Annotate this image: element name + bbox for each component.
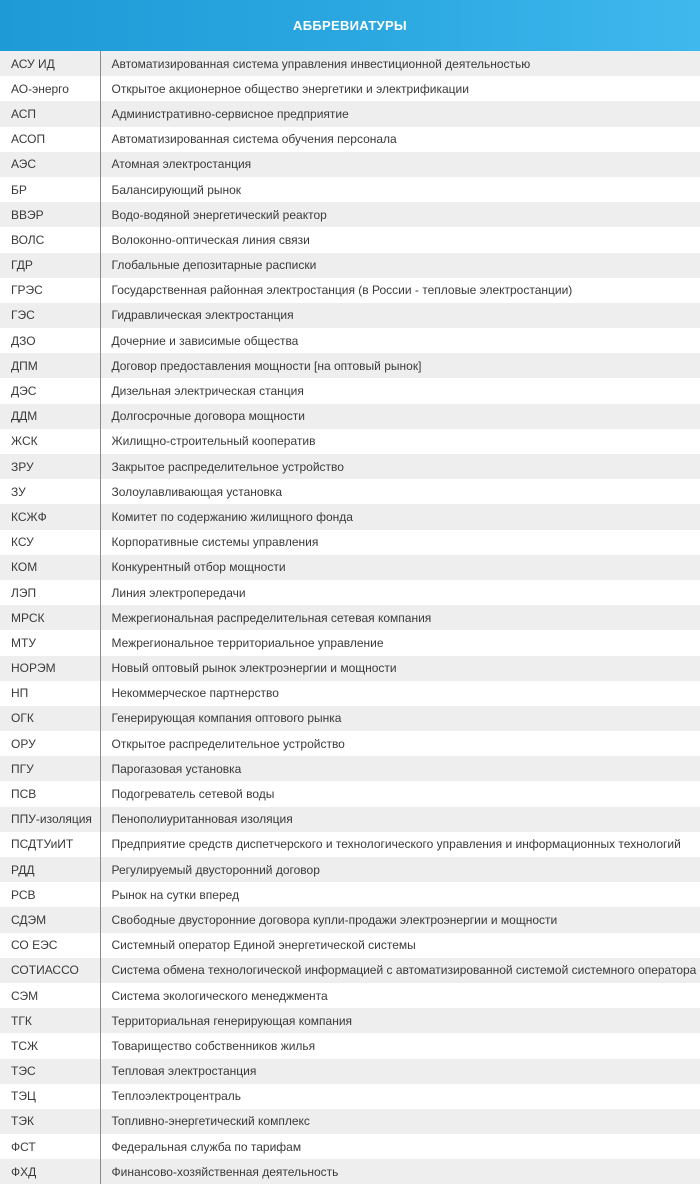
abbreviation-cell: ТГК xyxy=(0,1008,100,1033)
table-body xyxy=(0,51,700,1184)
abbreviation-cell: КСЖФ xyxy=(0,504,100,529)
definition-cell: Атомная электростанция xyxy=(100,152,700,177)
abbreviation-cell: РСВ xyxy=(0,882,100,907)
abbreviation-cell: ДЭС xyxy=(0,378,100,403)
abbreviation-cell: ДЗО xyxy=(0,328,100,353)
abbreviation-cell: ЖСК xyxy=(0,429,100,454)
abbreviation-cell: СДЭМ xyxy=(0,907,100,932)
definition-cell: Долгосрочные договора мощности xyxy=(100,404,700,429)
abbreviation-cell: ВВЭР xyxy=(0,202,100,227)
definition-cell: Система экологического менеджмента xyxy=(100,983,700,1008)
table-row xyxy=(0,1134,700,1159)
abbreviation-cell: ДПМ xyxy=(0,353,100,378)
definition-cell: Линия электропередачи xyxy=(100,580,700,605)
abbreviation-cell: ТЭК xyxy=(0,1109,100,1134)
definition-cell: Глобальные депозитарные расписки xyxy=(100,253,700,278)
definition-cell: Подогреватель сетевой воды xyxy=(100,781,700,806)
table-row xyxy=(0,555,700,580)
table-row xyxy=(0,101,700,126)
abbreviation-cell: ФСТ xyxy=(0,1134,100,1159)
table-row xyxy=(0,756,700,781)
definition-cell: Жилищно-строительный кооператив xyxy=(100,429,700,454)
table-row xyxy=(0,479,700,504)
table-header xyxy=(0,0,700,51)
definition-cell: Системный оператор Единой энергетической системы xyxy=(100,933,700,958)
abbreviation-cell: ТЭС xyxy=(0,1059,100,1084)
definition-cell: Парогазовая установка xyxy=(100,756,700,781)
definition-cell: Новый оптовый рынок электроэнергии и мощности xyxy=(100,656,700,681)
definition-cell: Автоматизированная система управления инвестиционной деятельностью xyxy=(100,51,700,76)
definition-cell: Межрегиональное территориальное управление xyxy=(100,630,700,655)
abbreviation-cell: НОРЭМ xyxy=(0,656,100,681)
table-row xyxy=(0,1159,700,1184)
abbreviation-cell: ФХД xyxy=(0,1159,100,1184)
definition-cell: Открытое распределительное устройство xyxy=(100,731,700,756)
table-row xyxy=(0,933,700,958)
abbreviation-cell: МРСК xyxy=(0,605,100,630)
table-row xyxy=(0,882,700,907)
table-row xyxy=(0,454,700,479)
table-row xyxy=(0,152,700,177)
definition-cell: Административно-сервисное предприятие xyxy=(100,101,700,126)
abbreviation-cell: КОМ xyxy=(0,555,100,580)
table-row xyxy=(0,832,700,857)
table-row xyxy=(0,605,700,630)
definition-cell: Закрытое распределительное устройство xyxy=(100,454,700,479)
table-row xyxy=(0,504,700,529)
table-row xyxy=(0,253,700,278)
definition-cell: Водо-водяной энергетический реактор xyxy=(100,202,700,227)
abbreviation-cell: ГРЭС xyxy=(0,278,100,303)
definition-cell: Комитет по содержанию жилищного фонда xyxy=(100,504,700,529)
definition-cell: Федеральная служба по тарифам xyxy=(100,1134,700,1159)
definition-cell: Теплоэлектроцентраль xyxy=(100,1084,700,1109)
table-row xyxy=(0,656,700,681)
abbreviation-cell: РДД xyxy=(0,857,100,882)
definition-cell: Дизельная электрическая станция xyxy=(100,378,700,403)
table-row xyxy=(0,857,700,882)
definition-cell: Пенополиуританновая изоляция xyxy=(100,807,700,832)
table-row xyxy=(0,429,700,454)
table-row xyxy=(0,278,700,303)
table-row xyxy=(0,530,700,555)
abbreviation-cell: АО-энерго xyxy=(0,76,100,101)
table-row xyxy=(0,1109,700,1134)
table-row xyxy=(0,177,700,202)
abbreviation-cell: НП xyxy=(0,681,100,706)
definition-cell: Автоматизированная система обучения персонала xyxy=(100,127,700,152)
table-row xyxy=(0,1008,700,1033)
definition-cell: Корпоративные системы управления xyxy=(100,530,700,555)
abbreviation-cell: ЗУ xyxy=(0,479,100,504)
definition-cell: Предприятие средств диспетчерского и технологического управления и информационных технологий xyxy=(100,832,700,857)
definition-cell: Территориальная генерирующая компания xyxy=(100,1008,700,1033)
definition-cell: Товарищество собственников жилья xyxy=(100,1033,700,1058)
abbreviation-cell: ПСВ xyxy=(0,781,100,806)
table-row xyxy=(0,227,700,252)
table-row xyxy=(0,378,700,403)
abbreviation-cell: МТУ xyxy=(0,630,100,655)
definition-cell: Балансирующий рынок xyxy=(100,177,700,202)
abbreviation-cell: СЭМ xyxy=(0,983,100,1008)
definition-cell: Рынок на сутки вперед xyxy=(100,882,700,907)
table-row xyxy=(0,580,700,605)
abbreviation-cell: ТСЖ xyxy=(0,1033,100,1058)
definition-cell: Генерирующая компания оптового рынка xyxy=(100,706,700,731)
definition-cell: Государственная районная электростанция (в России - тепловые электростанции) xyxy=(100,278,700,303)
abbreviation-cell: ЛЭП xyxy=(0,580,100,605)
definition-cell: Тепловая электростанция xyxy=(100,1059,700,1084)
table-row xyxy=(0,127,700,152)
table-row xyxy=(0,907,700,932)
table-row xyxy=(0,681,700,706)
abbreviation-cell: АСП xyxy=(0,101,100,126)
abbreviation-cell: КСУ xyxy=(0,530,100,555)
abbreviation-cell: ПСДТУиИТ xyxy=(0,832,100,857)
table-row xyxy=(0,1059,700,1084)
table-row xyxy=(0,76,700,101)
definition-cell: Свободные двусторонние договора купли-продажи электроэнергии и мощности xyxy=(100,907,700,932)
table-row xyxy=(0,404,700,429)
abbreviation-cell: ОРУ xyxy=(0,731,100,756)
definition-cell: Регулируемый двусторонний договор xyxy=(100,857,700,882)
definition-cell: Дочерние и зависимые общества xyxy=(100,328,700,353)
abbreviation-cell: ВОЛС xyxy=(0,227,100,252)
abbreviation-cell: ГДР xyxy=(0,253,100,278)
table-row xyxy=(0,1084,700,1109)
definition-cell: Некоммерческое партнерство xyxy=(100,681,700,706)
definition-cell: Межрегиональная распределительная сетевая компания xyxy=(100,605,700,630)
abbreviation-cell: ТЭЦ xyxy=(0,1084,100,1109)
table-row xyxy=(0,51,700,76)
definition-cell: Финансово-хозяйственная деятельность xyxy=(100,1159,700,1184)
definition-cell: Топливно-энергетический комплекс xyxy=(100,1109,700,1134)
table-row xyxy=(0,807,700,832)
table-row xyxy=(0,731,700,756)
abbreviation-cell: СО ЕЭС xyxy=(0,933,100,958)
abbreviation-cell: АЭС xyxy=(0,152,100,177)
abbreviation-cell: АСУ ИД xyxy=(0,51,100,76)
abbreviation-cell: АСОП xyxy=(0,127,100,152)
table-row xyxy=(0,353,700,378)
abbreviation-cell: СОТИАССО xyxy=(0,958,100,983)
definition-cell: Конкурентный отбор мощности xyxy=(100,555,700,580)
table-row xyxy=(0,983,700,1008)
table-row xyxy=(0,630,700,655)
definition-cell: Волоконно-оптическая линия связи xyxy=(100,227,700,252)
table-row xyxy=(0,958,700,983)
abbreviation-cell: БР xyxy=(0,177,100,202)
abbreviation-cell: ГЭС xyxy=(0,303,100,328)
abbreviation-cell: ППУ-изоляция xyxy=(0,807,100,832)
definition-cell: Система обмена технологической информацией с автоматизированной системой системного оператора xyxy=(100,958,700,983)
table-row xyxy=(0,202,700,227)
abbreviations-table xyxy=(0,51,700,1184)
abbreviation-cell: ПГУ xyxy=(0,756,100,781)
table-row xyxy=(0,328,700,353)
header-title: АББРЕВИАТУРЫ xyxy=(293,18,407,33)
abbreviation-cell: ОГК xyxy=(0,706,100,731)
abbreviation-cell: ДДМ xyxy=(0,404,100,429)
abbreviation-cell: ЗРУ xyxy=(0,454,100,479)
table-row xyxy=(0,781,700,806)
table-row xyxy=(0,303,700,328)
definition-cell: Договор предоставления мощности [на оптовый рынок] xyxy=(100,353,700,378)
definition-cell: Золоулавливающая установка xyxy=(100,479,700,504)
table-row xyxy=(0,706,700,731)
definition-cell: Открытое акционерное общество энергетики и электрификации xyxy=(100,76,700,101)
table-row xyxy=(0,1033,700,1058)
definition-cell: Гидравлическая электростанция xyxy=(100,303,700,328)
